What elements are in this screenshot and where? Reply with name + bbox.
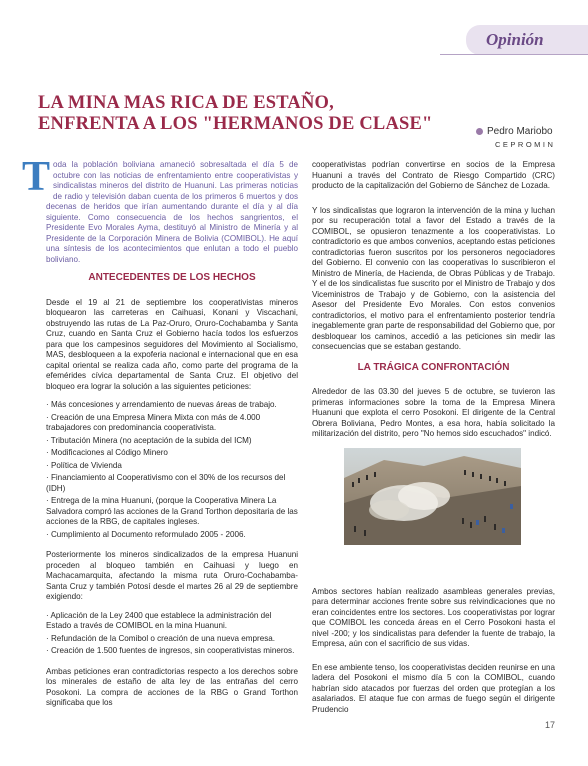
headline-line-1: LA MINA MAS RICA DE ESTAÑO, — [38, 93, 334, 113]
demands-list-sindicalistas — [46, 611, 298, 657]
list-item: · Entrega de la mina Huanuni, (porque la Cooperativa Minera La Salvadora compró las acciones de la Grand Torthon depositaria de las acciones de la RBG, de capitales ingleses. — [46, 496, 298, 526]
drop-cap: T — [22, 154, 51, 200]
paragraph: Y los sindicalistas que lograron la intervención de la mina y luchan por su recuperación total a favor del Estado a través de la COMIBOL, se opusieron tenazmente a los cooperativistas. Lo contradictorio es que ambos convenios, aceptando estas peticiones contradictorias fueron suscritos por los personeros negociadores del Gobierno. El convenio con las cooperativas lo suscribieron el Ministro de Minería, de Hacienda, de Obras Públicas y de Trabajo. Y el de los sindicalistas fue suscrito por el Ministro de Trabajo y dos Viceministros de Trabajo y de Gobierno, con la asistencia del Asesor del Presidente Evo Morales. Con estos convenios contradictorios, el motivo para el enfrentamiento posterior tendría inegablemente gran parte de responsabilidad del Gobierno que, por desbloquear los caminos, accedió a las peticiones sin medir las consecuencias que se estaban gestando. — [312, 205, 555, 351]
paragraph: Desde el 19 al 21 de septiembre los cooperativistas mineros bloquearon las carreteras en Caihuasi, Konani y Viscachani, obstruyendo las rutas de La Paz-Oruro, Oruro-Cochabamba y Santa Cruz, cuando en Santa Cruz el Gobierno hacía todos los esfuerzos para que los campesinos seguidores del Movimiento al Socialismo, MAS, desbloqueen a la expoferia nacional e internacional que en esa capital oriental se realiza cada año, como parte del programa de la efemérides cívica departamental de Santa Cruz. El objetivo del bloqueo era lograr la solución a las siguientes peticiones: — [46, 297, 298, 391]
page-number: 17 — [545, 720, 556, 730]
bullet-icon — [476, 128, 483, 135]
section-label: Opinión — [486, 30, 544, 49]
paragraph: Ambos sectores habían realizado asambleas generales previas, para determinar acciones frente sobre sus reivindicaciones que no eran coincidentes entre los sectores. Los cooperativistas por lograr que COMIBOL les conceda áreas en el Cerro Posokoni hasta el nivel -200; y los sindicalistas para defender la fuente de trabajo, la Empresa, aún con el sacrificio de sus vidas. — [312, 586, 555, 648]
section-divider — [440, 54, 588, 55]
author-organization: CEPROMIN — [495, 140, 556, 149]
list-item: · Modificaciones al Código Minero — [46, 448, 168, 457]
list-item: · Refundación de la Comibol o creación de una nueva empresa. — [46, 633, 276, 643]
list-item: · Creación de 1.500 fuentes de ingresos, sin cooperativistas mineros. — [46, 646, 295, 655]
left-column — [22, 154, 298, 717]
list-item: · Aplicación de la Ley 2400 que establece la administración del Estado a través de COMIBOL en la mina Huanuni. — [46, 610, 272, 630]
subhead-antecedentes: ANTECEDENTES DE LOS HECHOS — [88, 272, 256, 283]
author-byline — [476, 126, 553, 137]
author-name: Pedro Mariobo — [487, 126, 553, 137]
demands-list-cooperativistas — [46, 400, 298, 540]
list-item: · Tributación Minera (no aceptación de la subida del ICM) — [46, 435, 252, 445]
hillside-crowd-image — [344, 448, 521, 545]
list-item: · Cumplimiento al Documento reformulado 2005 - 2006. — [46, 529, 246, 539]
paragraph: cooperativistas podrían convertirse en socios de la Empresa Huanuni a través del Contrato de Riesgo Compartido (CRC) producto de la capitalización del Gobierno de Sánchez de Lozada. — [312, 160, 555, 190]
right-column — [312, 160, 555, 723]
paragraph: Alrededor de las 03.30 del jueves 5 de octubre, se tuvieron las primeras informaciones sobre la toma de la Empresa Minera Huanuni que explota el cerro Posokoni. El dirigente de la Central Obrera Boliviana, Pedro Montes, a esa hora, había solicitado la militarización del distrito, pero "No hemos sido escuchados" indicó. — [312, 387, 555, 438]
paragraph: Ambas peticiones eran contradictorias respecto a los derechos sobre los minerales de estaño de alta ley de las entrañas del cerro Posokoni. La compra de acciones de la RBG o Grand Torthon significaba que los — [46, 666, 298, 707]
list-item: · Más concesiones y arrendamiento de nuevas áreas de trabajo. — [46, 400, 277, 409]
subhead-confrontacion: LA TRÁGICA CONFRONTACIÓN — [357, 361, 510, 373]
list-item: · Financiamiento al Cooperativismo con el 30% de los recursos del (IDH) — [46, 473, 286, 493]
headline-line-2: ENFRENTA A LOS "HERMANOS DE CLASE" — [38, 114, 433, 134]
confrontation-photo — [344, 448, 521, 545]
lead-text: oda la población boliviana amaneció sobresaltada el día 5 de octubre con las noticias de enfrentamiento entre cooperativistas y sindicalistas mineros del distrito de Huanuni. Las primeras noticias de radio y televisión daban cuenta de los primeros 6 muertos y dos decenas de heridos que irían aumentando durante el día y al día siguiente. Como consecuencia de los hechos sangrientos, el Presidente Evo Morales Ayma, destituyó al Ministro de Minería y al Presidente de la Corporación Minera de Bolivia (COMIBOL). He aquí una síntesis de los acontecimientos que enlutan a todo el pueblo boliviano. — [46, 160, 298, 264]
paragraph: Posteriormente los mineros sindicalizados de la empresa Huanuni proceden al bloqueo también en Caihuasi y luego en Machacamarquita, afectando la misma ruta Oruro-Cochabamba-Santa Cruz y también Potosí desde el martes 26 al 29 de septiembre exigiendo: — [46, 550, 298, 601]
list-item: · Creación de una Empresa Minera Mixta con más de 4.000 trabajadores con predominancia cooperativista. — [46, 412, 261, 432]
section-tab — [466, 25, 588, 55]
lead-paragraph — [22, 154, 298, 265]
article-headline — [38, 93, 433, 135]
list-item: · Política de Vivienda — [46, 460, 122, 470]
paragraph: En ese ambiente tenso, los cooperativistas deciden reunirse en una ladera del Posokoni el mismo día 5 con la COMIBOL, cuando habrían sido atacados por fuerzas del orden que protegían a los asalariados. El ataque fue con armas de fuego según el dirigente Prudencio — [312, 662, 555, 714]
